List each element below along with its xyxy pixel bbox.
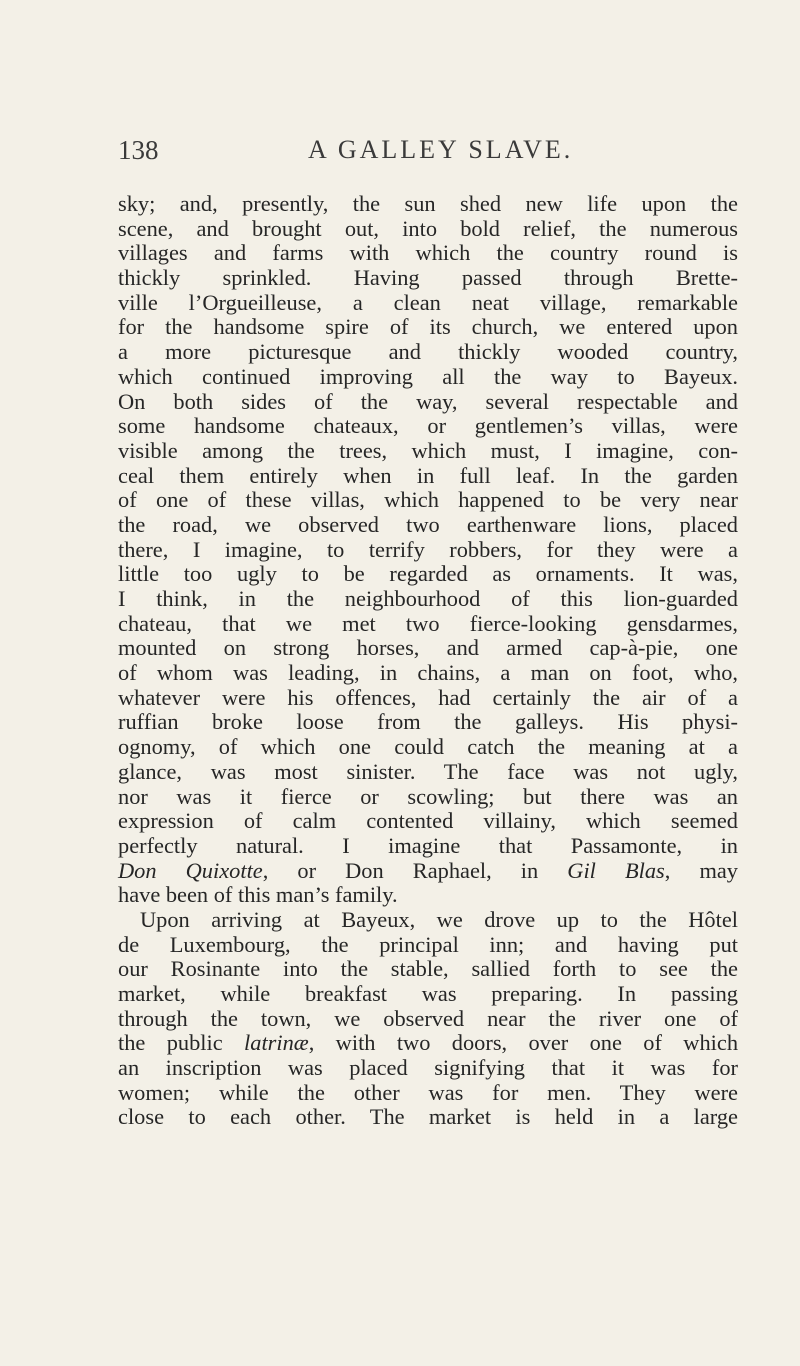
- text-line: women; while the other was for men. They were: [118, 1079, 738, 1105]
- text-line: nor was it fierce or scowling; but there was an: [118, 783, 738, 809]
- text-line: whatever were his offences, had certainly the air of a: [118, 684, 738, 710]
- text-line: close to each other. The market is held in a large: [118, 1104, 738, 1130]
- text-line: Upon arriving at Bayeux, we drove up to the Hôtel: [140, 906, 738, 932]
- text-line: sky; and, presently, the sun shed new life upon the: [118, 191, 738, 216]
- text-segment: , or Don Raphael, in: [262, 857, 568, 883]
- text-line: ceal them entirely when in full leaf. In the garden: [118, 462, 738, 488]
- text-line: perfectly natural. I imagine that Passamonte, in: [118, 832, 738, 858]
- text-segment: , with two doors, over one of which: [308, 1030, 739, 1056]
- page-header: [118, 128, 730, 172]
- text-line: which continued improving all the way to Bayeux.: [118, 363, 738, 389]
- text-line: villages and farms with which the country round is: [118, 240, 738, 266]
- text-line: mounted on strong horses, and armed cap-à-pie, one: [118, 635, 738, 661]
- text-line: ville l’Orgueilleuse, a clean neat village, remarkable: [118, 289, 738, 315]
- text-line: our Rosinante into the stable, sallied forth to see the: [118, 956, 738, 982]
- text-line: little too ugly to be regarded as ornaments. It was,: [118, 561, 738, 587]
- italic-text: Gil Blas: [567, 857, 665, 883]
- italic-text: latrinæ: [244, 1030, 309, 1056]
- text-line: I think, in the neighbourhood of this lion-guarded: [118, 586, 738, 611]
- text-segment: the public: [118, 1030, 245, 1056]
- body-text: [118, 192, 738, 1130]
- text-line: glance, was most sinister. The face was not ugly,: [118, 758, 738, 784]
- text-line: ognomy, of which one could catch the meaning at a: [118, 734, 738, 760]
- text-line: of whom was leading, in chains, a man on foot, who,: [118, 660, 738, 686]
- text-line: some handsome chateaux, or gentlemen’s villas, were: [118, 413, 738, 439]
- text-line: an inscription was placed signifying that it was for: [118, 1055, 738, 1081]
- text-line: de Luxembourg, the principal inn; and having put: [118, 931, 738, 957]
- text-segment: , may: [664, 857, 738, 883]
- italic-text: Don Quixotte: [118, 857, 263, 883]
- running-head: A GALLEY SLAVE.: [308, 135, 574, 164]
- text-line: thickly sprinkled. Having passed through Brette-: [118, 265, 738, 291]
- text-line: through the town, we observed near the river one of: [118, 1005, 738, 1031]
- text-line: On both sides of the way, several respectable and: [118, 388, 738, 414]
- text-line: a more picturesque and thickly wooded country,: [118, 339, 738, 365]
- text-line: [118, 859, 738, 884]
- text-line: the road, we observed two earthenware lions, placed: [118, 511, 738, 537]
- text-line: for the handsome spire of its church, we entered upon: [118, 314, 738, 340]
- text-line: expression of calm contented villainy, which seemed: [118, 808, 738, 834]
- text-line: visible among the trees, which must, I imagine, con-: [118, 437, 738, 463]
- text-line: there, I imagine, to terrify robbers, for they were a: [118, 536, 738, 562]
- text-line: [118, 1031, 738, 1056]
- text-line: of one of these villas, which happened to be very near: [118, 487, 738, 513]
- text-line: scene, and brought out, into bold relief, the numerous: [118, 215, 738, 241]
- page-number: 138: [118, 135, 159, 165]
- text-line: chateau, that we met two fierce-looking gensdarmes,: [118, 610, 738, 636]
- text-line: market, while breakfast was preparing. In passing: [118, 981, 738, 1006]
- text-line: ruffian broke loose from the galleys. His physi-: [118, 709, 738, 735]
- text-line: have been of this man’s family.: [118, 882, 398, 908]
